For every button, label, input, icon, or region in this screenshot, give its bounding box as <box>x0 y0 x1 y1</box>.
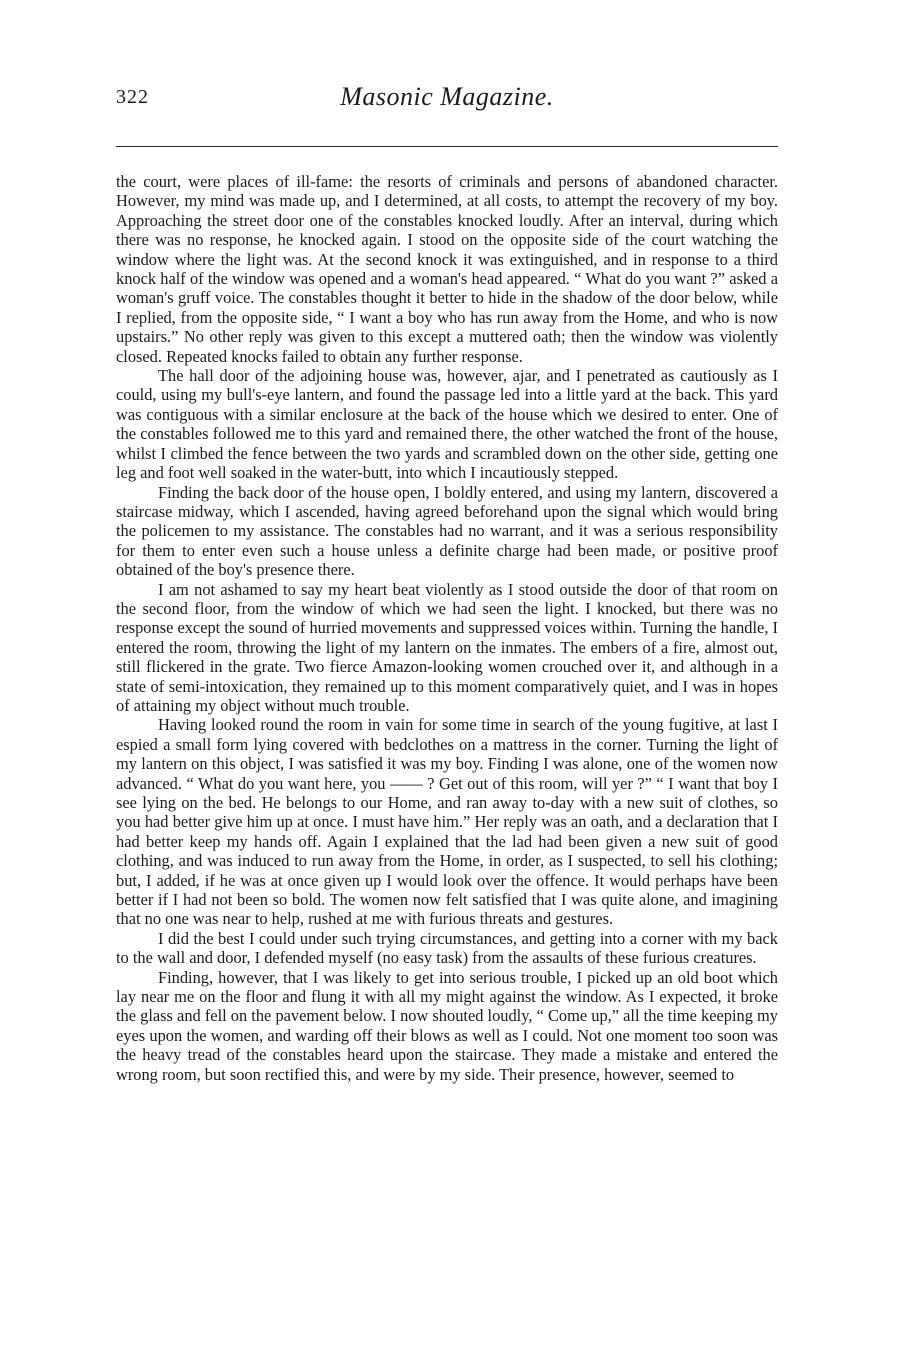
paragraph: I did the best I could under such trying circumstances, and getting into a corner with my back to the wall and door, I defended myself (no easy task) from the assaults of these furious creatures. <box>116 928 778 968</box>
header-rule <box>116 146 778 147</box>
paragraph: The hall door of the adjoining house was, however, ajar, and I penetrated as cautiously as I could, using my bull's-eye lantern, and found the passage led into a little yard at the back. This yard was contiguous with a similar enclosure at the back of the house which we desired to enter. One of the constables followed me to this yard and remained there, the other watched the front of the house, whilst I climbed the fence between the two yards and scrambled down on the other side, getting one leg and foot well soaked in the water-butt, into which I incautiously stepped. <box>116 366 778 483</box>
paragraph: Finding, however, that I was likely to get into serious trouble, I picked up an old boot which lay near me on the floor and flung it with all my might against the window. As I expected, it broke the glass and fell on the pavement below. I now shouted loudly, “ Come up,” all the time keeping my eyes upon the women, and warding off their blows as well as I could. Not one moment too soon was the heavy tread of the constables heard upon the staircase. They made a mistake and entered the wrong room, but soon rectified this, and were by my side. Their presence, however, seemed to <box>116 967 778 1084</box>
paragraph: I am not ashamed to say my heart beat violently as I stood outside the door of that room on the second floor, from the window of which we had seen the light. I knocked, but there was no response except the sound of hurried movements and suppressed voices within. Turning the handle, I entered the room, throwing the light of my lantern on the inmates. The embers of a fire, almost out, still flickered in the grate. Two fierce Amazon-looking women crouched over it, and although in a state of semi-intoxication, they remained up to this moment comparatively quiet, and I was in hopes of attaining my object without much trouble. <box>116 579 778 715</box>
running-title: Masonic Magazine. <box>340 82 554 111</box>
paragraph: the court, were places of ill-fame: the resorts of criminals and persons of abandoned character. However, my mind was made up, and I determined, at all costs, to attempt the recovery of my boy. Approaching the street door one of the constables knocked loudly. After an interval, during which there was no response, he knocked again. I stood on the opposite side of the court watching the window where the light was. At the second knock it was extinguished, and in response to a third knock half of the window was opened and a woman's head appeared. “ What do you want ?” asked a woman's gruff voice. The constables thought it better to hide in the shadow of the door below, while I replied, from the opposite side, “ I want a boy who has run away from the Home, and who is now upstairs.” No other reply was given to this except a muttered oath; then the window was violently closed. Repeated knocks failed to obtain any further response. <box>116 172 778 366</box>
page-number: 322 <box>116 86 149 108</box>
paragraph: Having looked round the room in vain for some time in search of the young fugitive, at last I espied a small form lying covered with bedclothes on a mattress in the corner. Turning the light of my lantern on this object, I was satisfied it was my boy. Finding I was alone, one of the women now advanced. “ What do you want here, you —— ? Get out of this room, will yer ?” “ I want that boy I see lying on the bed. He belongs to our Home, and ran away to-day with a new suit of clothes, so you had better give him up at once. I must have him.” Her reply was an oath, and a declaration that I had better keep my hands off. Again I explained that the lad had been given a new suit of good clothing, and was induced to run away from the Home, in order, as I suspected, to sell his clothing; but, I added, if he was at once given up I would look over the offence. It would perhaps have been better if I had not been so bold. The women now felt satisfied that I was quite alone, and imagining that no one was near to help, rushed at me with furious threats and gestures. <box>116 715 778 929</box>
page-header <box>116 76 778 116</box>
paragraph: Finding the back door of the house open, I boldly entered, and using my lantern, discovered a staircase midway, which I ascended, having agreed beforehand upon the signal which would bring the policemen to my assistance. The constables had no warrant, and it was a serious responsibility for them to enter even such a house unless a definite charge had been made, or positive proof obtained of the boy's presence there. <box>116 482 778 580</box>
article-body <box>116 172 778 1084</box>
